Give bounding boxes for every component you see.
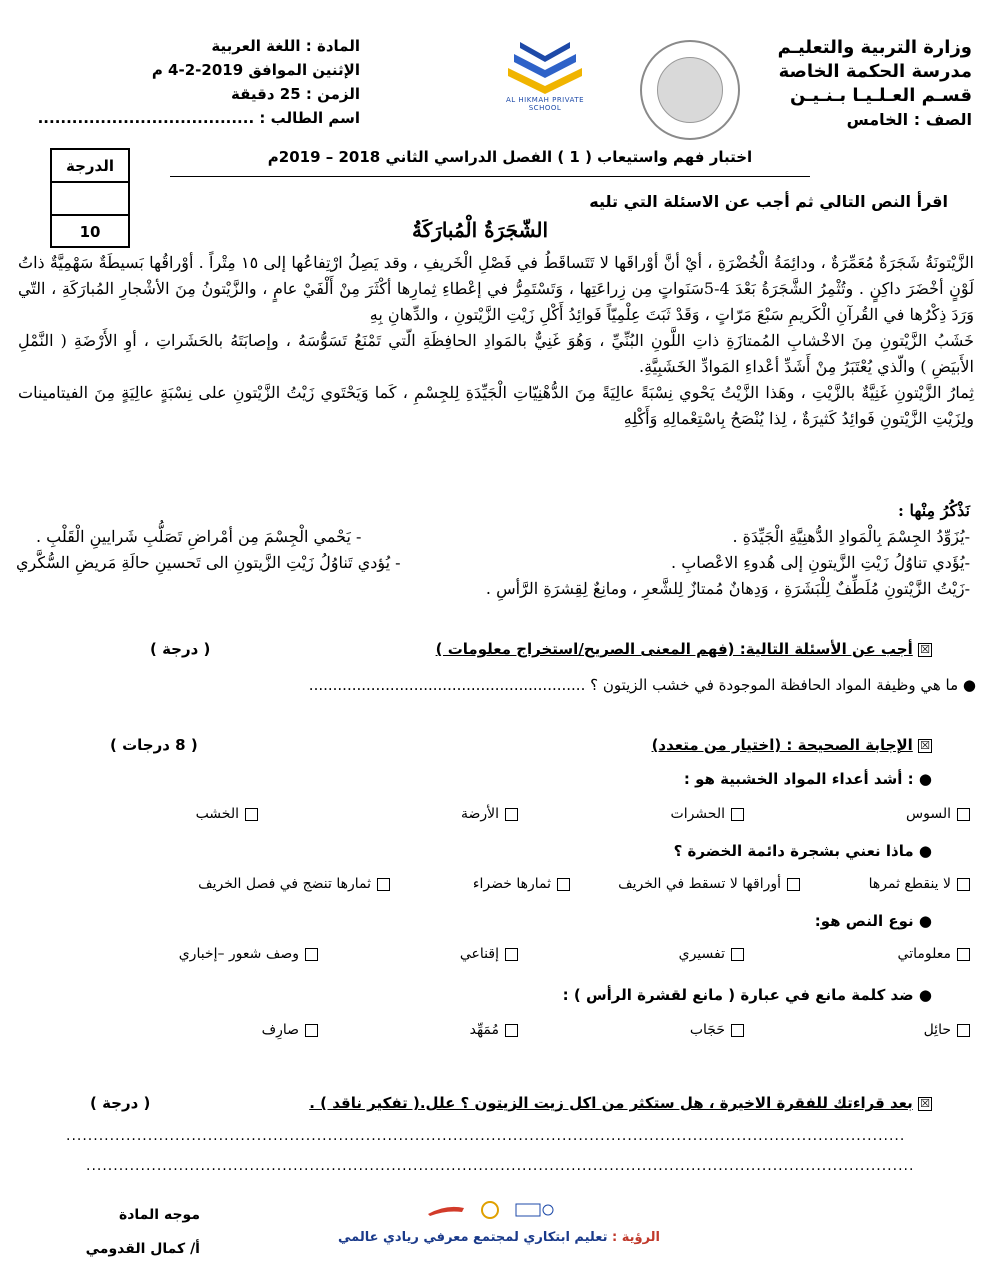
benefit-item: -زَيْتُ الزَّيْتونِ مُلَطِّفٌ لِلْبَشَرَةِ ، وَدِهانٌ مُمتازٌ لِلشَّعرِ ، ومانِعٌ لِقِشرَةِ الرَّأسِ .: [485, 579, 970, 598]
question-1: [60, 676, 976, 694]
checkbox-icon[interactable]: [731, 948, 744, 961]
mcq-option[interactable]: أوراقها لا تسقط في الخريف: [570, 876, 800, 892]
checkbox-icon[interactable]: [787, 878, 800, 891]
section-2-points: ( 8 درجات ): [110, 736, 198, 754]
answer-line[interactable]: ........................................................................................................................................................: [86, 1158, 915, 1174]
header-school-info: [742, 36, 972, 132]
mcq-question: [332, 912, 932, 930]
grade-score-field[interactable]: [52, 183, 128, 216]
school-logo: [490, 36, 600, 112]
supervisor-name: أ/ كمال القدومي: [85, 1241, 200, 1257]
unesco-logo-icon: [514, 1200, 554, 1220]
exam-time: الزمن : 25 دقيقة: [231, 85, 360, 103]
mcq-question: [332, 842, 932, 860]
checkbox-icon[interactable]: [557, 878, 570, 891]
supervisor-title: موجه المادة: [118, 1207, 200, 1223]
exam-title: اختبار فهم واستيعاب ( 1 ) الفصل الدراسي الثاني 2018 – 2019م: [267, 148, 753, 166]
section-1-points: ( درجة ): [150, 640, 211, 658]
school-logo-text: AL HIKMAH PRIVATE SCHOOL: [505, 96, 585, 112]
header-exam-info: [20, 34, 360, 130]
school-name: مدرسة الحكمة الخاصة: [778, 61, 972, 82]
checkbox-icon[interactable]: [957, 1024, 970, 1037]
mcq-option[interactable]: معلوماتي: [744, 946, 970, 962]
grade-total: 10: [79, 222, 101, 241]
mcq-option[interactable]: الخشب: [196, 806, 258, 822]
mcq-question-text: ضد كلمة مانع في عبارة ( مانع لقشرة الرأس ) :: [562, 986, 914, 1004]
passage-paragraph-2: خَشَبُ الزَّيْتونِ مِنَ الاخْشابِ المُمتازَةِ ذاتِ اللَّونِ البُنِّيِّ ، وَهُوَ غَنِيٌّ بالمَوادِ الحافِظَةِ الّتي تَمْنَعُ تَسَوُّسَهُ ، وإصابَتَهُ بالحَشَراتِ ، أوِ الأَرْضَةِ ( النَّمْلِ الأَبيَضِ ) والّذي يُعْتَبَرُ مِنْ أَشَدِّ أعْداءِ المَوادِّ الخَشَبِيَّةِ.: [18, 331, 974, 376]
vision-label: الرؤية :: [612, 1230, 660, 1245]
mcq-option[interactable]: إقناعي: [318, 946, 518, 962]
mcq-option[interactable]: ثمارها تنضج في فصل الخريف: [198, 876, 390, 892]
answer-line[interactable]: ..........................................................................................................................................................: [66, 1128, 906, 1144]
section-2-header: [110, 736, 932, 754]
mcq-options: [20, 806, 970, 822]
mcq-question-text: : أشد أعداء المواد الخشبية هو :: [683, 770, 914, 788]
instruction: اقرأ النص التالي ثم أجب عن الاسئلة التي تليه: [589, 192, 948, 211]
vision-text: تعليم ابتكاري لمجتمع معرفي ريادي عالمي: [337, 1230, 608, 1245]
bullet-icon: ●: [918, 986, 932, 1004]
mcq-option[interactable]: حَجَاب: [518, 1022, 744, 1038]
grade-label: الدرجة: [52, 150, 128, 183]
section-1-header: [70, 640, 932, 658]
mcq-question-text: نوع النص هو:: [814, 912, 914, 930]
vision-statement: [310, 1230, 660, 1245]
grade-box: [50, 148, 130, 248]
pen-logo-icon: [426, 1202, 466, 1218]
mcq-option[interactable]: وصف شعور –إخباري: [179, 946, 318, 962]
section-3-header: [70, 1094, 932, 1112]
title-divider: [170, 176, 810, 177]
checkbox-icon[interactable]: [305, 1024, 318, 1037]
passage-title: الشّجَرَةُ الْمُبارَكَةُ: [411, 218, 549, 242]
supervisor-info: [20, 1198, 200, 1266]
award-logo-icon: [478, 1200, 502, 1220]
bullet-icon: ●: [962, 676, 976, 694]
checkbox-icon[interactable]: [957, 948, 970, 961]
checkbox-icon[interactable]: [957, 808, 970, 821]
tolerance-seal-icon: [640, 40, 740, 140]
benefit-item: - يَحْمي الْجِسْمَ مِن أمْراضِ تَصَلُّبِ شَرايينِ الْقَلْبِ .: [36, 527, 362, 546]
bullet-icon: ●: [918, 842, 932, 860]
mcq-options: [20, 946, 970, 962]
section-3-title: بعد قراءتك للفقرة الاخيرة ، هل ستكثر من اكل زيت الزيتون ؟ علل.( تفكير ناقد ) .: [309, 1094, 913, 1112]
checkbox-icon[interactable]: [505, 948, 518, 961]
mcq-option[interactable]: صارِف: [262, 1022, 318, 1038]
mcq-question: [332, 770, 932, 788]
mcq-option[interactable]: حائِل: [744, 1022, 970, 1038]
mcq-option[interactable]: ثمارها خضراء: [390, 876, 570, 892]
checkbox-icon[interactable]: [505, 1024, 518, 1037]
passage-paragraph-3: ثِمارُ الزَّيْتونِ غَنِيَّةٌ بالزَّيْتِ ، وهَذا الزَّيْتُ يَحْوي نِسْبَةً عالِيَةً مِنَ الدُّهْنِيّاتِ الْجَيِّدَةِ لِلجِسْمِ ، كَما وَيَحْتَوي زَيْتُ الزَّيْتونِ على نِسْبَةٍ عالِيَةٍ مِنَ الفيتامينات ولِزَيْتِ الزَّيْتونِ فَوائِدُ كَثيرَةٌ ، لِذا يُنْصَحُ بِاسْتِعْمالِهِ وَأَكْلِهِ: [18, 383, 974, 428]
mcq-options: [20, 1022, 970, 1038]
subject: المادة : اللغة العربية: [211, 37, 360, 55]
checked-box-icon: ☒: [918, 739, 932, 753]
mcq-option[interactable]: مُمَهِّد: [318, 1022, 518, 1038]
checkbox-icon[interactable]: [505, 808, 518, 821]
grade-level: الصف : الخامس: [846, 110, 972, 129]
benefit-item: -يُؤَدي تناوُلُ زَيْتِ الزَّيتونِ إلى هُدوءِ الاعْصابِ .: [671, 553, 970, 572]
mcq-question: [332, 986, 932, 1004]
passage-paragraph-1: الزَّيْتونَةُ شَجَرَةٌ مُعَمِّرَةٌ ، ودائِمَةُ الْخُضْرَةِ ، أيْ أنَّ أوْراقَها لا تَتَساقَطُ في فَصْلِ الْخَريفِ ، وقد يَصِلُ ارْتِفاعُها إلى ١٥ مِتْراً . أوْراقُها بَسيطَةٌ سَهْمِيَّةٌ ذاتُ لَوْنٍ أخْضَرَ داكِنٍ . وتُثْمِرُ الشَّجَرَةُ بَعْدَ 4-5سَنَواتٍ مِن زِراعَتِها ، وَتَسْتَمِرُّ في إعْطاءِ ثِمارِها أكْثَرَ مِنْ أَلْفَيْ عامٍ ، والزَّيْتونُ مِنَ الأشْجارِ المُبارَكَةِ ، التّي وَرَدَ ذِكْرُها في القُرآنِ الْكَريمِ سَبْعَ مَرّاتٍ ، وَقَدْ ثَبَتَ عِلْمِيّاً فَوائِدُ أَكْلِ زَيْتِ الزَّيْتونِ ، والدِّهانِ بِهِ: [18, 253, 975, 324]
checkbox-icon[interactable]: [957, 878, 970, 891]
benefit-item: -يُزَوِّدُ الجِسْمَ بِالْمَوادِ الدُّهنِيَّةِ الْجَيِّدَةِ .: [732, 527, 970, 546]
ministry-name: وزارة التربية والتعليـم: [777, 37, 972, 58]
checkbox-icon[interactable]: [731, 1024, 744, 1037]
checkbox-icon[interactable]: [245, 808, 258, 821]
mcq-option[interactable]: الأرضة: [318, 806, 518, 822]
checkbox-icon[interactable]: [377, 878, 390, 891]
benefits-heading: نَذْكُرُ مِنْها :: [898, 501, 970, 520]
mcq-option[interactable]: تفسيري: [518, 946, 744, 962]
partner-logos: [400, 1198, 580, 1222]
mcq-option[interactable]: السوس: [744, 806, 970, 822]
section-2-title: الإجابة الصحيحة : (اختيار من متعدد): [651, 736, 913, 754]
book-logo-icon: [490, 36, 600, 100]
mcq-option[interactable]: لا ينقطع ثمرها: [800, 876, 970, 892]
section-3-points: ( درجة ): [90, 1094, 151, 1112]
checked-box-icon: ☒: [918, 1097, 932, 1111]
bullet-icon: ●: [918, 770, 932, 788]
benefits-list: [16, 498, 970, 602]
mcq-options: [20, 876, 970, 892]
section-name: قسـم العـلـيـا بـنـيـن: [789, 85, 972, 106]
student-name-field[interactable]: اسم الطالب : ......................................: [37, 109, 360, 127]
mcq-option[interactable]: الحشرات: [518, 806, 744, 822]
checked-box-icon: ☒: [918, 643, 932, 657]
section-1-title: أجب عن الأسئلة التالية: (فهم المعنى الصريح/استخراج معلومات ): [435, 640, 913, 658]
mcq-question-text: ماذا نعني بشجرة دائمة الخضرة ؟: [673, 842, 914, 860]
passage: [18, 250, 974, 432]
bullet-icon: ●: [918, 912, 932, 930]
checkbox-icon[interactable]: [305, 948, 318, 961]
question-1-text: ما هي وظيفة المواد الحافظة الموجودة في خشب الزيتون ؟ ..........................................................: [308, 676, 959, 694]
exam-date: الإثنين الموافق 2019-2-4 م: [151, 61, 360, 79]
benefit-item: - يُؤدي تَناوُلُ زَيْتِ الزَّيتونِ الى تَحسينِ حالَةِ مَريضِ السُّكَّري: [16, 553, 401, 572]
checkbox-icon[interactable]: [731, 808, 744, 821]
